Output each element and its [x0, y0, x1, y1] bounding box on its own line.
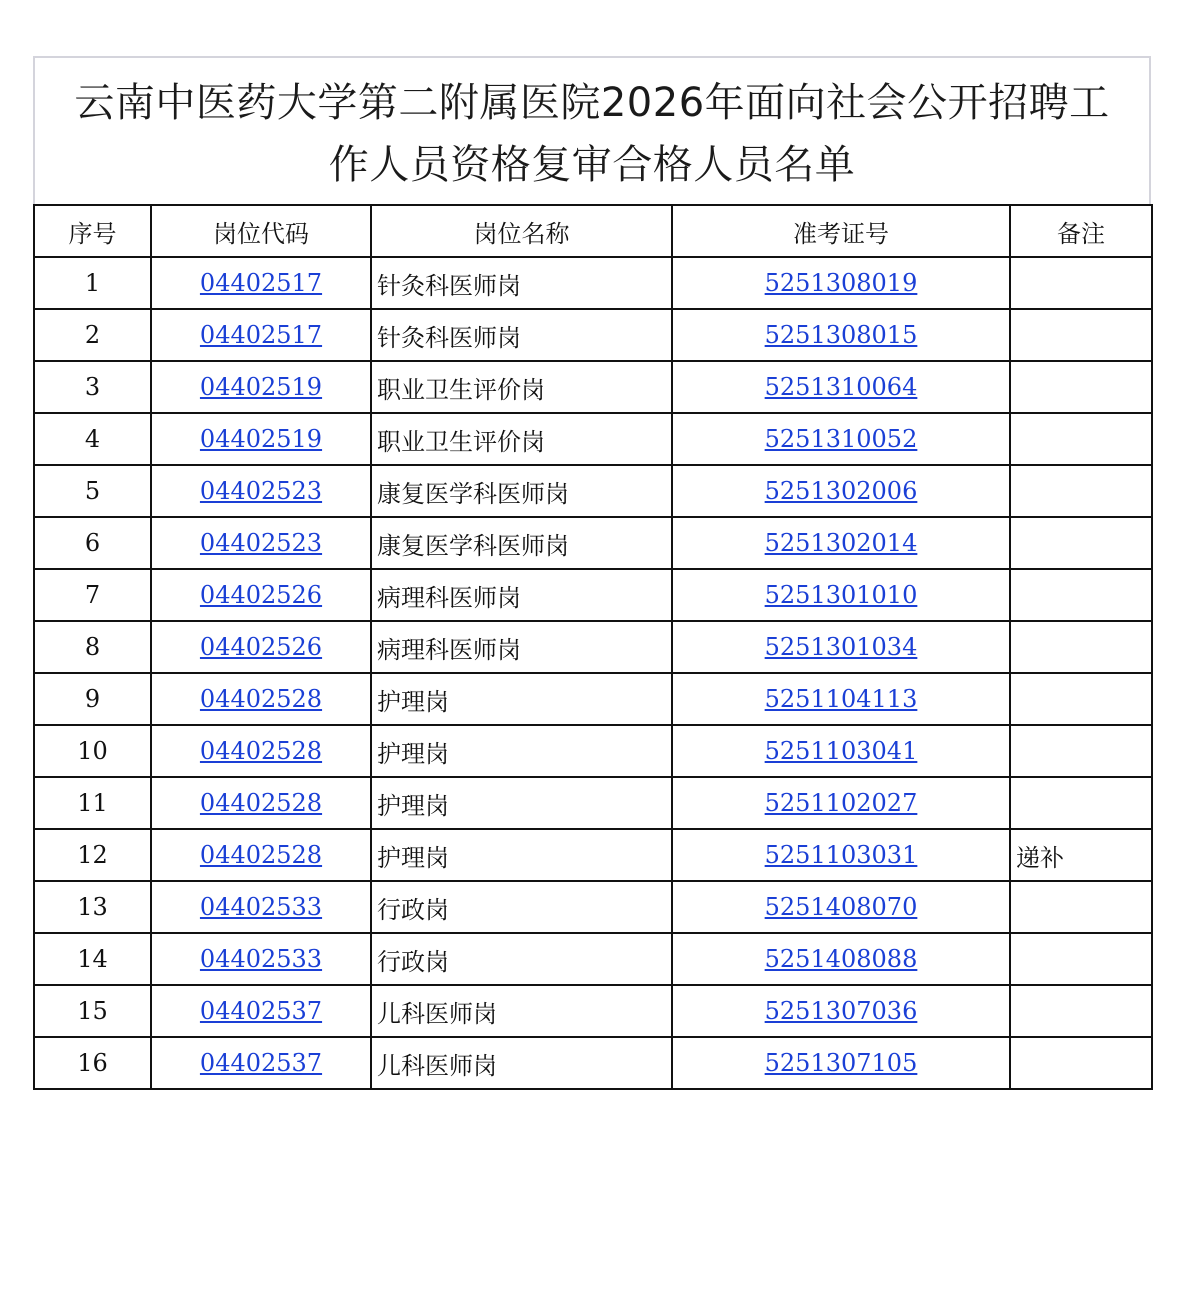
title-line-1: 云南中医药大学第二附属医院2026年面向社会公开招聘工 — [74, 80, 1110, 126]
position-code-cell — [151, 257, 371, 309]
admission-ticket-link[interactable]: 5251307105 — [764, 1049, 918, 1077]
position-code-link[interactable]: 04402533 — [199, 945, 323, 973]
table-row — [34, 309, 1152, 361]
position-code-cell — [151, 673, 371, 725]
note-cell — [1010, 361, 1152, 413]
position-code-cell — [151, 777, 371, 829]
admission-ticket-cell — [672, 1037, 1010, 1089]
position-name-cell: 康复医学科医师岗 — [371, 517, 672, 569]
admission-ticket-cell — [672, 465, 1010, 517]
position-code-cell — [151, 1037, 371, 1089]
note-cell — [1010, 569, 1152, 621]
admission-ticket-cell — [672, 569, 1010, 621]
admission-ticket-cell — [672, 673, 1010, 725]
title-line-2: 作人员资格复审合格人员名单 — [328, 142, 856, 188]
admission-ticket-link[interactable]: 5251103041 — [764, 737, 918, 765]
position-code-cell — [151, 517, 371, 569]
table-row — [34, 413, 1152, 465]
row-number: 3 — [34, 361, 151, 413]
position-code-link[interactable]: 04402528 — [199, 789, 323, 817]
header-no: 序号 — [34, 205, 151, 257]
position-code-cell — [151, 881, 371, 933]
position-name-cell: 针灸科医师岗 — [371, 257, 672, 309]
admission-ticket-link[interactable]: 5251308019 — [764, 269, 918, 297]
table-row — [34, 985, 1152, 1037]
position-name-cell: 针灸科医师岗 — [371, 309, 672, 361]
header-position-code: 岗位代码 — [151, 205, 371, 257]
position-code-cell — [151, 361, 371, 413]
header-note: 备注 — [1010, 205, 1152, 257]
note-cell — [1010, 933, 1152, 985]
note-cell — [1010, 465, 1152, 517]
position-code-link[interactable]: 04402519 — [199, 373, 323, 401]
table-row — [34, 361, 1152, 413]
admission-ticket-link[interactable]: 5251408070 — [764, 893, 918, 921]
admission-ticket-cell — [672, 309, 1010, 361]
row-number: 6 — [34, 517, 151, 569]
table-row — [34, 725, 1152, 777]
position-name-cell: 护理岗 — [371, 673, 672, 725]
qualified-candidates-table — [33, 204, 1153, 1090]
admission-ticket-link[interactable]: 5251310052 — [764, 425, 918, 453]
position-name-cell: 护理岗 — [371, 725, 672, 777]
position-code-cell — [151, 413, 371, 465]
table-header-row — [34, 205, 1152, 257]
table-row — [34, 881, 1152, 933]
position-code-cell — [151, 569, 371, 621]
row-number: 14 — [34, 933, 151, 985]
table-row — [34, 777, 1152, 829]
table-row — [34, 569, 1152, 621]
table-row — [34, 933, 1152, 985]
admission-ticket-cell — [672, 361, 1010, 413]
admission-ticket-cell — [672, 725, 1010, 777]
admission-ticket-cell — [672, 881, 1010, 933]
row-number: 13 — [34, 881, 151, 933]
table-row — [34, 621, 1152, 673]
table-row — [34, 465, 1152, 517]
position-name-cell: 职业卫生评价岗 — [371, 361, 672, 413]
admission-ticket-link[interactable]: 5251307036 — [764, 997, 918, 1025]
admission-ticket-link[interactable]: 5251301010 — [764, 581, 918, 609]
table-row — [34, 1037, 1152, 1089]
note-cell — [1010, 777, 1152, 829]
position-code-cell — [151, 933, 371, 985]
table-row — [34, 257, 1152, 309]
position-name-cell: 病理科医师岗 — [371, 621, 672, 673]
row-number: 12 — [34, 829, 151, 881]
admission-ticket-cell — [672, 777, 1010, 829]
row-number: 4 — [34, 413, 151, 465]
admission-ticket-cell — [672, 621, 1010, 673]
admission-ticket-link[interactable]: 5251104113 — [764, 685, 918, 713]
position-code-link[interactable]: 04402517 — [199, 269, 323, 297]
row-number: 8 — [34, 621, 151, 673]
position-code-link[interactable]: 04402519 — [199, 425, 323, 453]
position-code-cell — [151, 465, 371, 517]
note-cell — [1010, 985, 1152, 1037]
position-code-link[interactable]: 04402523 — [199, 477, 323, 505]
position-name-cell: 职业卫生评价岗 — [371, 413, 672, 465]
row-number: 15 — [34, 985, 151, 1037]
admission-ticket-cell — [672, 933, 1010, 985]
row-number: 9 — [34, 673, 151, 725]
admission-ticket-cell — [672, 517, 1010, 569]
note-cell — [1010, 257, 1152, 309]
admission-ticket-cell — [672, 413, 1010, 465]
table-body — [34, 257, 1152, 1089]
position-code-link[interactable]: 04402533 — [199, 893, 323, 921]
row-number: 1 — [34, 257, 151, 309]
position-code-link[interactable]: 04402526 — [199, 633, 323, 661]
admission-ticket-link[interactable]: 5251302006 — [764, 477, 918, 505]
header-position-name: 岗位名称 — [371, 205, 672, 257]
note-cell — [1010, 1037, 1152, 1089]
admission-ticket-link[interactable]: 5251302014 — [764, 529, 918, 557]
note-cell — [1010, 309, 1152, 361]
document-sheet — [33, 56, 1151, 1090]
note-cell — [1010, 725, 1152, 777]
note-cell — [1010, 881, 1152, 933]
admission-ticket-cell — [672, 257, 1010, 309]
position-code-link[interactable]: 04402523 — [199, 529, 323, 557]
admission-ticket-cell — [672, 829, 1010, 881]
position-code-link[interactable]: 04402517 — [199, 321, 323, 349]
row-number: 7 — [34, 569, 151, 621]
table-row — [34, 829, 1152, 881]
admission-ticket-link[interactable]: 5251301034 — [764, 633, 918, 661]
admission-ticket-link[interactable]: 5251408088 — [764, 945, 918, 973]
note-cell — [1010, 413, 1152, 465]
position-code-link[interactable]: 04402526 — [199, 581, 323, 609]
admission-ticket-link[interactable]: 5251102027 — [764, 789, 918, 817]
admission-ticket-cell — [672, 985, 1010, 1037]
position-name-cell: 护理岗 — [371, 777, 672, 829]
position-code-link[interactable]: 04402537 — [199, 1049, 323, 1077]
row-number: 16 — [34, 1037, 151, 1089]
position-code-link[interactable]: 04402537 — [199, 997, 323, 1025]
row-number: 5 — [34, 465, 151, 517]
header-admission-ticket: 准考证号 — [672, 205, 1010, 257]
position-name-cell: 行政岗 — [371, 881, 672, 933]
position-name-cell: 行政岗 — [371, 933, 672, 985]
position-code-cell — [151, 309, 371, 361]
note-cell — [1010, 673, 1152, 725]
note-cell — [1010, 517, 1152, 569]
position-name-cell: 康复医学科医师岗 — [371, 465, 672, 517]
position-name-cell: 儿科医师岗 — [371, 985, 672, 1037]
position-code-link[interactable]: 04402528 — [199, 841, 323, 869]
admission-ticket-link[interactable]: 5251103031 — [764, 841, 918, 869]
position-code-cell — [151, 829, 371, 881]
position-code-cell — [151, 985, 371, 1037]
table-row — [34, 517, 1152, 569]
position-code-link[interactable]: 04402528 — [199, 737, 323, 765]
row-number: 10 — [34, 725, 151, 777]
note-cell — [1010, 621, 1152, 673]
position-code-cell — [151, 621, 371, 673]
admission-ticket-link[interactable]: 5251310064 — [764, 373, 918, 401]
document-title — [33, 56, 1151, 204]
row-number: 11 — [34, 777, 151, 829]
row-number: 2 — [34, 309, 151, 361]
table-row — [34, 673, 1152, 725]
position-name-cell: 儿科医师岗 — [371, 1037, 672, 1089]
note-cell: 递补 — [1010, 829, 1152, 881]
position-code-cell — [151, 725, 371, 777]
position-name-cell: 护理岗 — [371, 829, 672, 881]
position-code-link[interactable]: 04402528 — [199, 685, 323, 713]
admission-ticket-link[interactable]: 5251308015 — [764, 321, 918, 349]
position-name-cell: 病理科医师岗 — [371, 569, 672, 621]
